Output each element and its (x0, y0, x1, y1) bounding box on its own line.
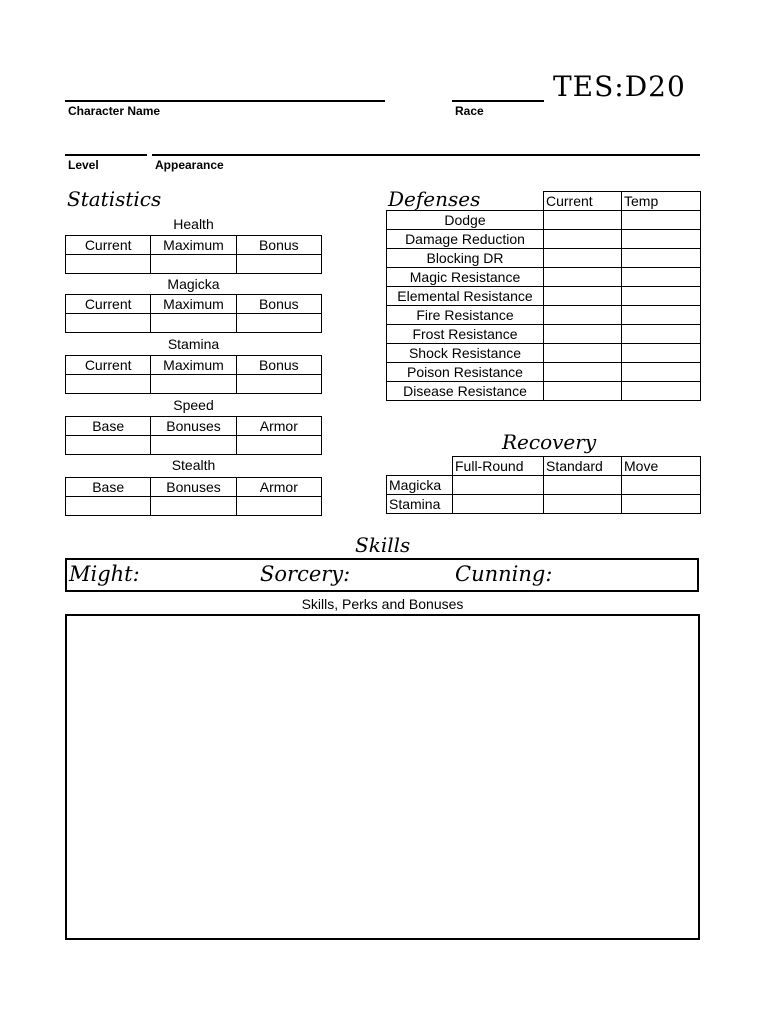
blocking-dr-current-cell[interactable] (544, 249, 622, 268)
health-col-maximum: Maximum (151, 236, 236, 255)
stamina-bonus-cell[interactable] (236, 375, 321, 394)
recovery-title: Recovery (502, 430, 597, 454)
character-name-line[interactable] (65, 100, 385, 102)
stamina-full-round-cell[interactable] (453, 495, 544, 514)
magicka-col-bonus: Bonus (236, 295, 321, 314)
recovery-row-stamina: Stamina (387, 495, 453, 514)
defense-elemental-resistance: Elemental Resistance (387, 287, 544, 306)
stamina-col-bonus: Bonus (236, 356, 321, 375)
defenses-title: Defenses (388, 187, 481, 211)
magicka-maximum-cell[interactable] (151, 314, 236, 333)
speed-col-armor: Armor (236, 417, 321, 436)
damage-reduction-temp-cell[interactable] (622, 230, 701, 249)
stealth-col-bonuses: Bonuses (151, 478, 236, 497)
magicka-bonus-cell[interactable] (236, 314, 321, 333)
tes-d20-logo: TES:D20 (553, 70, 686, 103)
stamina-col-current: Current (66, 356, 151, 375)
defenses-col-current: Current (544, 192, 622, 211)
magicka-col-current: Current (66, 295, 151, 314)
defense-damage-reduction: Damage Reduction (387, 230, 544, 249)
defense-fire-resistance: Fire Resistance (387, 306, 544, 325)
cunning-label: Cunning: (455, 562, 553, 586)
stamina-standard-cell[interactable] (544, 495, 622, 514)
poison-resistance-current-cell[interactable] (544, 363, 622, 382)
defense-blocking-dr: Blocking DR (387, 249, 544, 268)
frost-resistance-temp-cell[interactable] (622, 325, 701, 344)
speed-label: Speed (173, 397, 214, 413)
skills-perks-bonuses-box[interactable] (65, 614, 700, 940)
stealth-col-base: Base (66, 478, 151, 497)
character-name-label: Character Name (68, 104, 161, 118)
elemental-resistance-current-cell[interactable] (544, 287, 622, 306)
recovery-col-standard: Standard (544, 457, 622, 476)
defense-dodge: Dodge (387, 211, 544, 230)
magicka-current-cell[interactable] (66, 314, 151, 333)
race-label: Race (455, 104, 484, 118)
damage-reduction-current-cell[interactable] (544, 230, 622, 249)
health-bonus-cell[interactable] (236, 255, 321, 274)
recovery-col-full-round: Full-Round (453, 457, 544, 476)
appearance-label: Appearance (155, 158, 224, 172)
magicka-label: Magicka (167, 276, 220, 292)
elemental-resistance-temp-cell[interactable] (622, 287, 701, 306)
defenses-col-temp: Temp (622, 192, 701, 211)
blocking-dr-temp-cell[interactable] (622, 249, 701, 268)
frost-resistance-current-cell[interactable] (544, 325, 622, 344)
skills-box (65, 558, 699, 592)
magicka-col-maximum: Maximum (151, 295, 236, 314)
level-label: Level (68, 158, 99, 172)
recovery-table (386, 456, 701, 514)
stealth-table (65, 477, 322, 516)
speed-bonuses-cell[interactable] (151, 436, 236, 455)
poison-resistance-temp-cell[interactable] (622, 363, 701, 382)
stamina-label: Stamina (167, 336, 220, 352)
health-col-bonus: Bonus (236, 236, 321, 255)
recovery-row-magicka: Magicka (387, 476, 453, 495)
appearance-line[interactable] (152, 154, 700, 156)
dodge-temp-cell[interactable] (622, 211, 701, 230)
stealth-bonuses-cell[interactable] (151, 497, 236, 516)
speed-table (65, 416, 322, 455)
magicka-full-round-cell[interactable] (453, 476, 544, 495)
magicka-move-cell[interactable] (622, 476, 701, 495)
magicka-standard-cell[interactable] (544, 476, 622, 495)
magic-resistance-temp-cell[interactable] (622, 268, 701, 287)
speed-base-cell[interactable] (66, 436, 151, 455)
health-maximum-cell[interactable] (151, 255, 236, 274)
stamina-maximum-cell[interactable] (151, 375, 236, 394)
disease-resistance-current-cell[interactable] (544, 382, 622, 401)
defenses-table (386, 191, 701, 401)
might-label: Might: (69, 562, 140, 586)
fire-resistance-current-cell[interactable] (544, 306, 622, 325)
stamina-col-maximum: Maximum (151, 356, 236, 375)
skills-title: Skills (355, 533, 411, 557)
stealth-armor-cell[interactable] (236, 497, 321, 516)
statistics-title: Statistics (67, 187, 162, 211)
defense-shock-resistance: Shock Resistance (387, 344, 544, 363)
speed-col-bonuses: Bonuses (151, 417, 236, 436)
health-table (65, 235, 322, 274)
skills-perks-bonuses-label: Skills, Perks and Bonuses (301, 596, 464, 612)
shock-resistance-current-cell[interactable] (544, 344, 622, 363)
health-current-cell[interactable] (66, 255, 151, 274)
stamina-move-cell[interactable] (622, 495, 701, 514)
health-label: Health (173, 216, 214, 232)
race-line[interactable] (452, 100, 544, 102)
shock-resistance-temp-cell[interactable] (622, 344, 701, 363)
defense-poison-resistance: Poison Resistance (387, 363, 544, 382)
defense-magic-resistance: Magic Resistance (387, 268, 544, 287)
sorcery-label: Sorcery: (260, 562, 351, 586)
stamina-current-cell[interactable] (66, 375, 151, 394)
disease-resistance-temp-cell[interactable] (622, 382, 701, 401)
speed-col-base: Base (66, 417, 151, 436)
fire-resistance-temp-cell[interactable] (622, 306, 701, 325)
stealth-col-armor: Armor (236, 478, 321, 497)
stealth-label: Stealth (171, 457, 216, 473)
defense-frost-resistance: Frost Resistance (387, 325, 544, 344)
magicka-table (65, 294, 322, 333)
level-line[interactable] (65, 154, 147, 156)
magic-resistance-current-cell[interactable] (544, 268, 622, 287)
defense-disease-resistance: Disease Resistance (387, 382, 544, 401)
health-col-current: Current (66, 236, 151, 255)
speed-armor-cell[interactable] (236, 436, 321, 455)
dodge-current-cell[interactable] (544, 211, 622, 230)
stealth-base-cell[interactable] (66, 497, 151, 516)
stamina-table (65, 355, 322, 394)
recovery-col-move: Move (622, 457, 701, 476)
